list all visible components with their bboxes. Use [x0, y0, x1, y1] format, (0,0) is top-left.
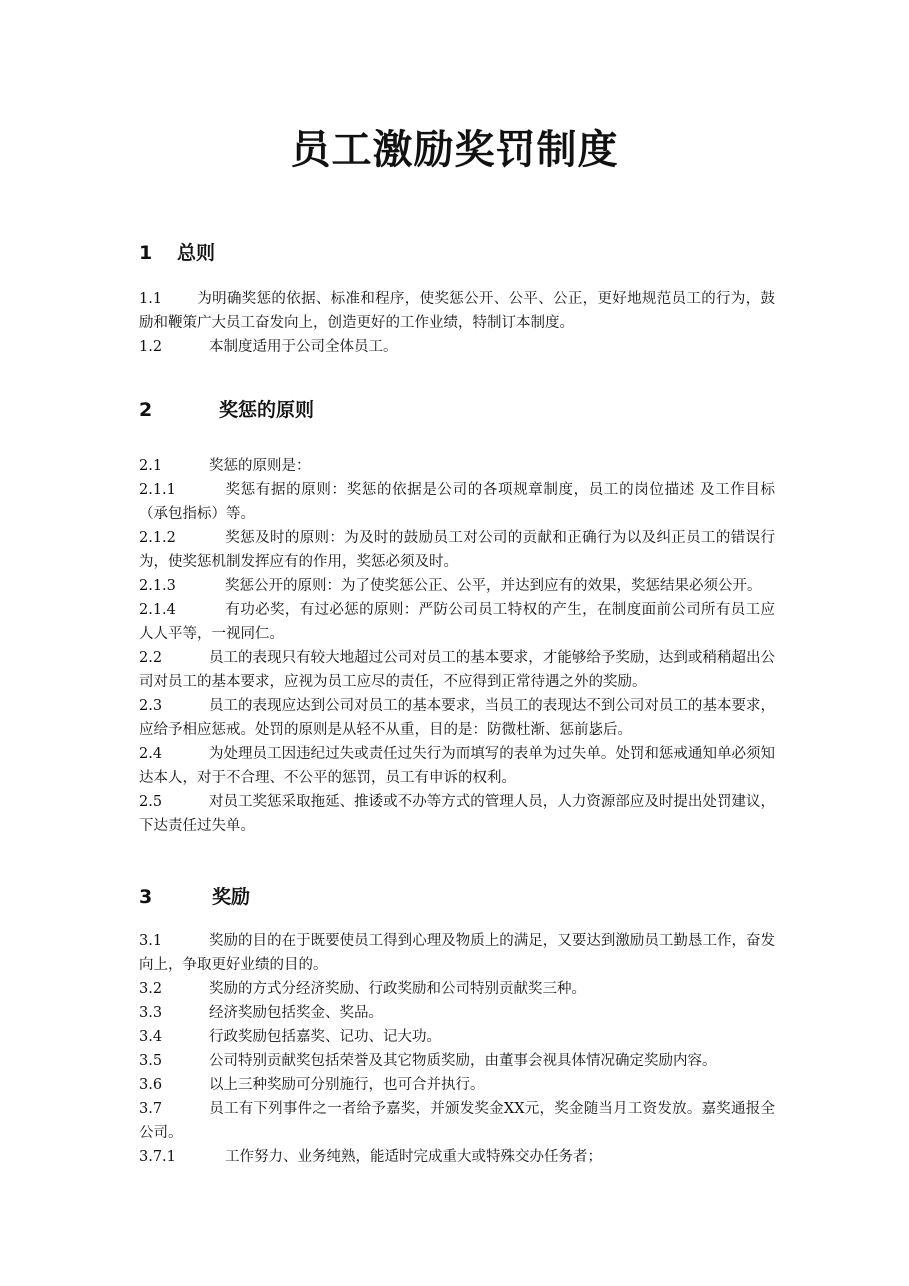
section-number: 1 — [139, 242, 153, 264]
paragraph-text: 奖惩有据的原则：奖惩的依据是公司的各项规章制度，员工的岗位描述 及工作目标（承包指标）等。 — [139, 482, 775, 522]
paragraph — [139, 742, 775, 790]
paragraph — [139, 335, 775, 359]
paragraph-number: 3.3 — [139, 1005, 163, 1021]
paragraph-text: 行政奖励包括嘉奖、记功、记大功。 — [209, 1029, 441, 1045]
paragraph — [139, 977, 775, 1001]
paragraph — [139, 1049, 775, 1073]
paragraph — [139, 646, 775, 694]
paragraph-text: 奖励的目的在于既要使员工得到心理及物质上的满足，又要达到激励员工勤恳工作，奋发向上，争取更好业绩的目的。 — [139, 933, 775, 973]
paragraph-text: 员工的表现应达到公司对员工的基本要求，当员工的表现达不到公司对员工的基本要求，应给予相应惩戒。处罚的原则是从轻不从重，目的是：防微杜渐、惩前毖后。 — [139, 698, 775, 738]
section-body — [139, 287, 775, 359]
paragraph-number: 1.2 — [139, 339, 163, 355]
paragraph — [139, 790, 775, 838]
paragraph — [139, 478, 775, 526]
paragraph-number: 2.1.1 — [139, 482, 176, 498]
paragraph-text: 奖惩及时的原则：为及时的鼓励员工对公司的贡献和正确行为以及纠正员工的错误行为，使奖惩机制发挥应有的作用，奖惩必须及时。 — [139, 530, 775, 570]
paragraph — [139, 526, 775, 574]
paragraph-text: 员工有下列事件之一者给予嘉奖，并颁发奖金XX元，奖金随当月工资发放。嘉奖通报全公司。 — [139, 1101, 775, 1141]
paragraph — [139, 1025, 775, 1049]
paragraph-number: 3.2 — [139, 981, 163, 997]
paragraph — [139, 454, 775, 478]
paragraph-text: 奖励的方式分经济奖励、行政奖励和公司特别贡献奖三种。 — [209, 981, 586, 997]
section-body — [139, 454, 775, 838]
paragraph-text: 对员工奖惩采取拖延、推诿或不办等方式的管理人员，人力资源部应及时提出处罚建议，下达责任过失单。 — [139, 794, 775, 834]
paragraph-number: 3.5 — [139, 1053, 163, 1069]
paragraph-number: 3.6 — [139, 1077, 163, 1093]
section-title: 奖惩的原则 — [219, 399, 315, 421]
paragraph — [139, 287, 775, 335]
document-title: 员工激励奖罚制度 — [290, 127, 619, 173]
paragraph-number: 1.1 — [139, 291, 163, 307]
paragraph-number: 2.5 — [139, 794, 163, 810]
paragraph-text: 员工的表现只有较大地超过公司对员工的基本要求，才能够给予奖励，达到或稍稍超出公司对员工的基本要求，应视为员工应尽的责任，不应得到正常待遇之外的奖励。 — [139, 650, 775, 690]
section-number: 2 — [139, 399, 153, 421]
section-number: 3 — [139, 886, 153, 908]
paragraph-text: 工作努力、业务纯熟，能适时完成重大或特殊交办任务者； — [225, 1149, 602, 1165]
paragraph — [139, 1097, 775, 1145]
paragraph-number: 2.3 — [139, 698, 163, 714]
paragraph-text: 为处理员工因违纪过失或责任过失行为而填写的表单为过失单。处罚和惩戒通知单必须知达本人，对于不合理、不公平的惩罚，员工有申诉的权利。 — [139, 746, 775, 786]
paragraph-number: 2.2 — [139, 650, 163, 666]
paragraph-number: 3.7.1 — [139, 1149, 176, 1165]
paragraph — [139, 929, 775, 977]
paragraph-number: 3.1 — [139, 933, 163, 949]
paragraph-number: 2.4 — [139, 746, 163, 762]
section-heading — [139, 238, 215, 265]
paragraph — [139, 1001, 775, 1025]
section-title: 总则 — [177, 242, 216, 264]
paragraph-number: 3.4 — [139, 1029, 163, 1045]
section-heading — [139, 882, 250, 909]
paragraph-text: 本制度适用于公司全体员工。 — [209, 339, 398, 355]
paragraph-text: 奖惩公开的原则：为了使奖惩公正、公平，并达到应有的效果，奖惩结果必须公开。 — [225, 578, 762, 594]
paragraph-number: 2.1.4 — [139, 602, 176, 618]
paragraph-text: 奖惩的原则是： — [209, 458, 311, 474]
paragraph-number: 3.7 — [139, 1101, 163, 1117]
paragraph — [139, 598, 775, 646]
paragraph-number: 2.1.3 — [139, 578, 176, 594]
paragraph-text: 公司特别贡献奖包括荣誉及其它物质奖励，由董事会视具体情况确定奖励内容。 — [209, 1053, 717, 1069]
paragraph-text: 以上三种奖励可分别施行，也可合并执行。 — [209, 1077, 485, 1093]
paragraph-number: 2.1.2 — [139, 530, 176, 546]
paragraph — [139, 574, 775, 598]
paragraph — [139, 694, 775, 742]
paragraph-text: 经济奖励包括奖金、奖品。 — [209, 1005, 383, 1021]
section-title: 奖励 — [212, 886, 251, 908]
section-heading — [139, 395, 314, 422]
paragraph-text: 有功必奖，有过必惩的原则：严防公司员工特权的产生，在制度面前公司所有员工应人人平等，一视同仁。 — [139, 602, 775, 642]
paragraph-text: 为明确奖惩的依据、标准和程序，使奖惩公开、公平、公正，更好地规范员工的行为，鼓励和鞭策广大员工奋发向上，创造更好的工作业绩，特制订本制度。 — [139, 291, 775, 331]
paragraph — [139, 1145, 775, 1169]
paragraph — [139, 1073, 775, 1097]
paragraph-number: 2.1 — [139, 458, 163, 474]
section-body — [139, 929, 775, 1169]
